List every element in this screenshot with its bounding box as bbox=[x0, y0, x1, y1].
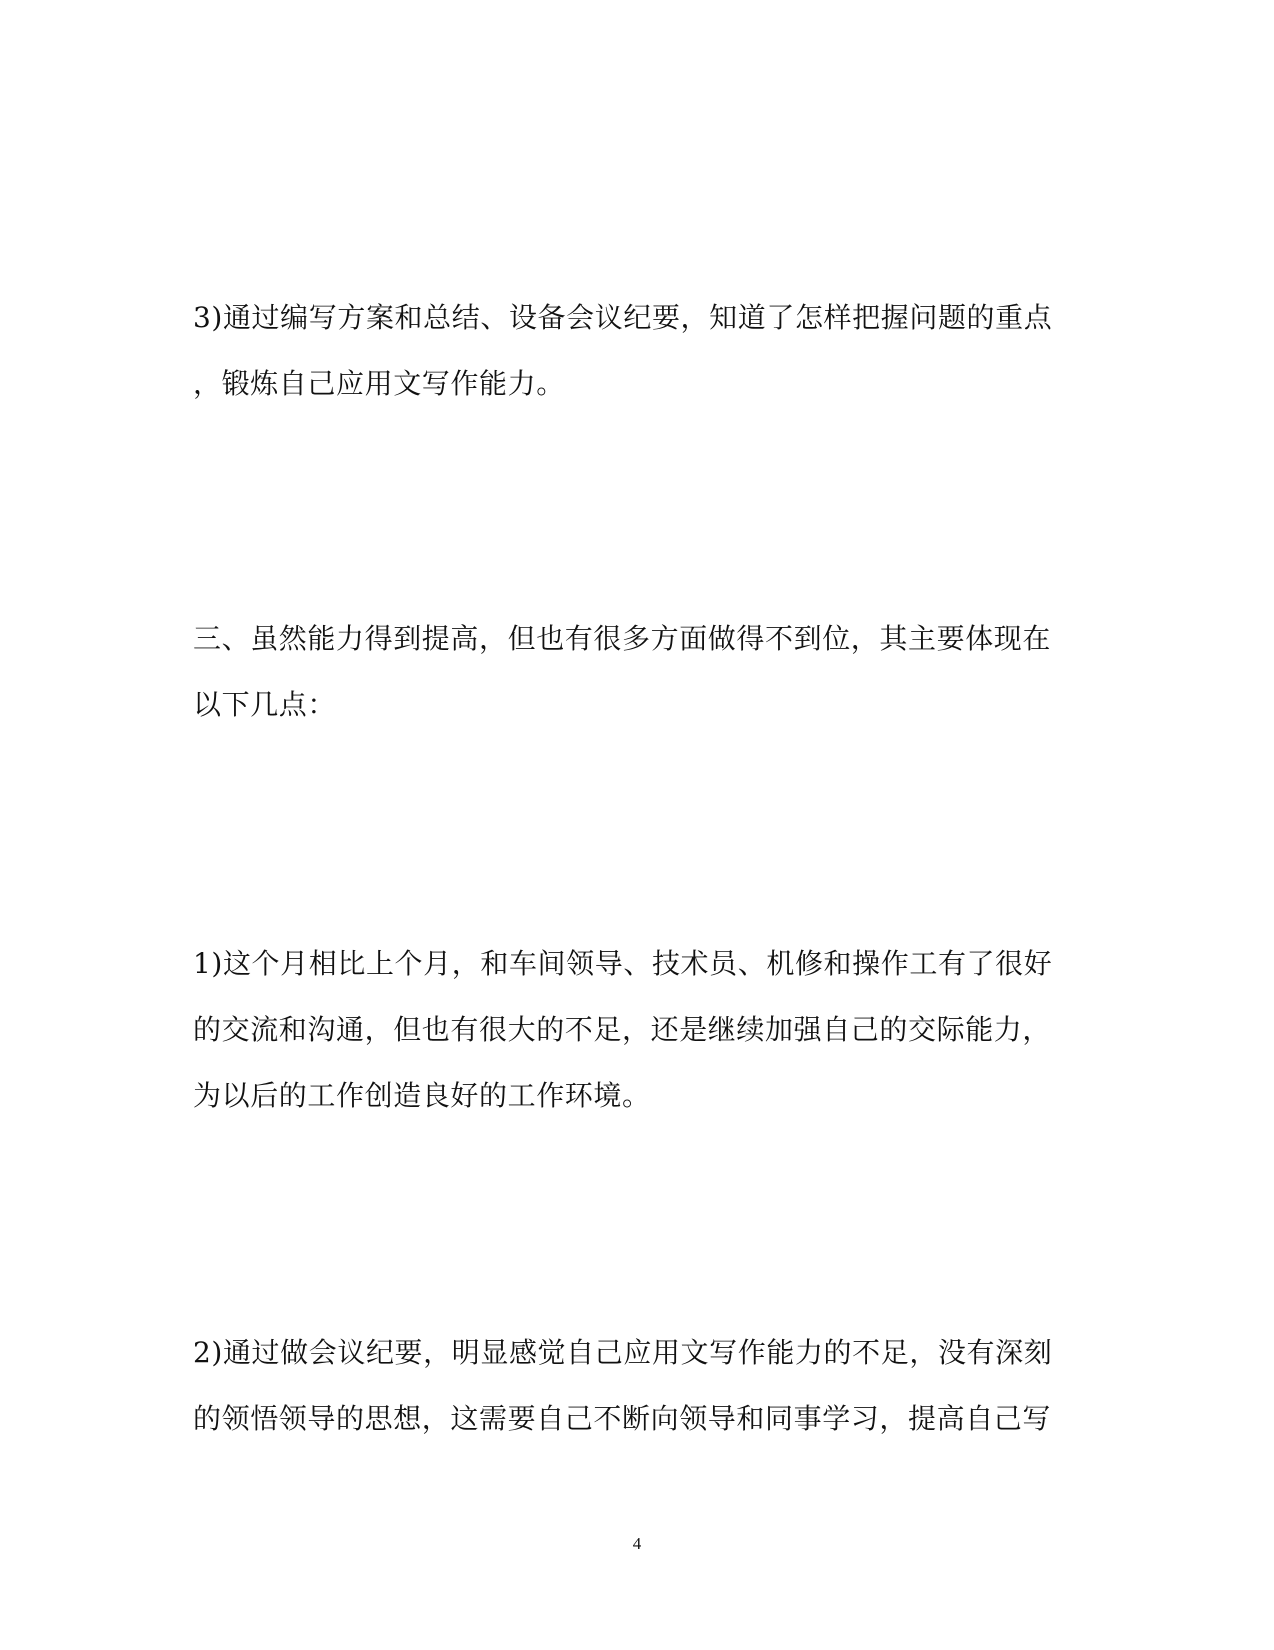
paragraph-line: 的交流和沟通，但也有很大的不足，还是继续加强自己的交际能力， bbox=[193, 1013, 1052, 1046]
paragraph-line: 3)通过编写方案和总结、设备会议纪要，知道了怎样把握问题的重点 bbox=[193, 301, 1053, 334]
paragraph-line: 2)通过做会议纪要，明显感觉自己应用文写作能力的不足，没有深刻 bbox=[193, 1336, 1053, 1369]
paragraph-line: 1)这个月相比上个月，和车间领导、技术员、机修和操作工有了很好 bbox=[193, 947, 1053, 980]
paragraph-line: 为以后的工作创造良好的工作环境。 bbox=[193, 1079, 651, 1112]
page-number: 4 bbox=[632, 1534, 642, 1553]
paragraph-line: 三、虽然能力得到提高，但也有很多方面做得不到位，其主要体现在 bbox=[193, 622, 1052, 655]
paragraph-line: 以下几点： bbox=[193, 688, 337, 721]
paragraph-line: 的领悟领导的思想，这需要自己不断向领导和同事学习，提高自己写 bbox=[193, 1402, 1052, 1435]
paragraph-line: ，锻炼自己应用文写作能力。 bbox=[193, 367, 565, 400]
